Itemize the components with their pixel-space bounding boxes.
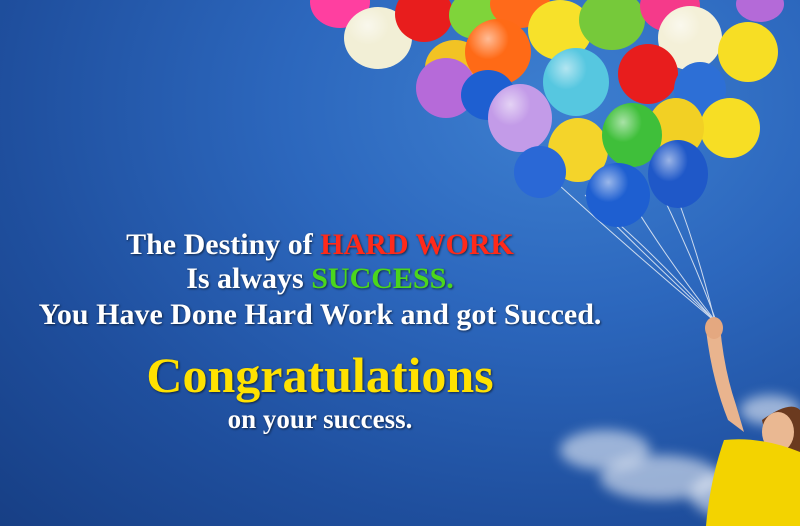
yellow-shirt [706,439,800,526]
message-line-1: The Destiny of HARD WORK [126,228,514,261]
woman-figure [705,317,800,526]
message-line-3: You Have Done Hard Work and got Succed. [38,298,602,331]
raised-arm [706,326,744,432]
balloon [718,22,778,82]
hand [705,317,723,339]
congratulations-headline: Congratulations [146,347,494,403]
balloon [514,146,566,198]
balloon [700,98,760,158]
hard-work-highlight: HARD WORK [320,228,514,261]
balloon-bunch [310,0,784,227]
success-subline: on your success. [227,404,413,434]
message-line-2: Is always SUCCESS. [186,262,454,295]
success-highlight: SUCCESS. [311,262,454,295]
balloon [736,0,784,22]
